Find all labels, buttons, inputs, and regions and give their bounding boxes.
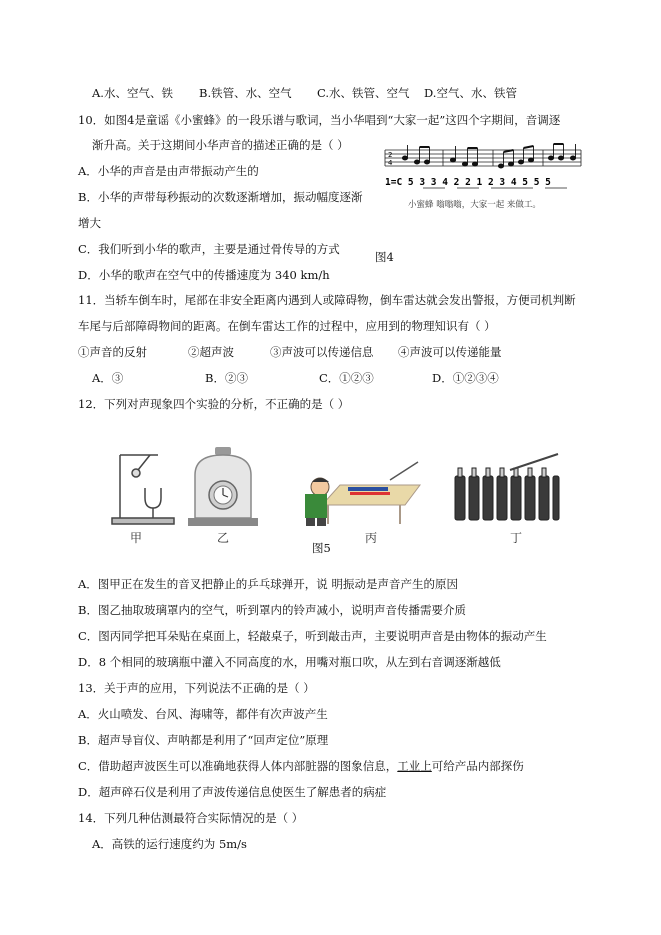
q13-option-c-pre: C．借助超声波医生可以准确地获得人体内部脏器的图象信息， xyxy=(78,759,398,773)
q14-option-a: A．高铁的运行速度约为 5m/s xyxy=(92,837,247,851)
q10-option-c: C．我们听到小华的歌声，主要是通过骨传导的方式 xyxy=(78,242,340,256)
label-yi: 乙 xyxy=(217,531,230,545)
q10-option-a: A．小华的声音是由声带振动产生的 xyxy=(78,164,259,178)
figure-5-caption: 图5 xyxy=(312,541,331,555)
q14-stem: 14．下列几种估测最符合实际情况的是（ ） xyxy=(78,811,304,825)
q13-stem: 13．关于声的应用，下列说法不正确的是（ ） xyxy=(78,681,315,695)
q12-option-c: C．图丙同学把耳朵贴在桌面上，轻敲桌子，听到敲击声，主要说明声音是由物体的振动产生 xyxy=(78,629,547,643)
q13-option-c xyxy=(78,759,524,773)
q11-item-3: ③声波可以传递信息 xyxy=(270,345,374,359)
yi-bell-jar xyxy=(188,447,258,526)
q10-stem-line2: 渐升高。关于这期间小华声音的描述正确的是（ ） xyxy=(92,138,349,152)
q9-option-d: D.空气、水、铁管 xyxy=(424,86,517,100)
q11-option-c: C．①②③ xyxy=(319,371,374,385)
bing-student-at-desk xyxy=(305,462,420,526)
figure-4-score xyxy=(383,143,583,218)
label-jia: 甲 xyxy=(130,531,143,545)
q11-item-1: ①声音的反射 xyxy=(78,345,147,359)
q11-option-d: D．①②③④ xyxy=(432,371,499,385)
q11-option-a: A．③ xyxy=(92,371,124,385)
q13-option-d: D．超声碎石仪是利用了声波传递信息使医生了解患者的病症 xyxy=(78,785,387,799)
q13-option-a: A．火山喷发、台风、海啸等，都伴有次声波产生 xyxy=(78,707,328,721)
q9-option-c: C.水、铁管、空气 xyxy=(317,86,410,100)
q11-item-4: ④声波可以传递能量 xyxy=(398,345,502,359)
notes xyxy=(402,144,575,168)
lyrics: 小蜜蜂 嗡嗡嗡，大家一起 来做工。 xyxy=(408,200,541,210)
score-svg xyxy=(383,143,583,218)
label-ding: 丁 xyxy=(510,531,523,545)
q11-items xyxy=(78,345,502,359)
q11-options xyxy=(92,371,499,385)
q11-option-b: B．②③ xyxy=(205,371,248,385)
q12-option-a: A．图甲正在发生的音叉把静止的乒乓球弹开，说 明振动是声音产生的原因 xyxy=(78,577,458,591)
time-sig-bottom: 4 xyxy=(388,159,393,167)
time-sig-top: 2 xyxy=(388,151,393,159)
figure-5 xyxy=(100,440,560,550)
figure-5-svg xyxy=(100,440,560,550)
q9-options xyxy=(92,86,517,100)
q11-item-2: ②超声波 xyxy=(188,345,234,359)
jia-tuning-fork-apparatus xyxy=(112,455,174,524)
q9-option-a: A.水、空气、铁 xyxy=(92,86,173,100)
q11-stem-line2: 车尾与后部障碍物间的距离。在倒车雷达工作的过程中，应用到的物理知识有（ ） xyxy=(78,319,496,333)
q10-option-b-line2: 增大 xyxy=(78,216,101,230)
q11-stem-line1: 11．当轿车倒车时，尾部在非安全距离内遇到人或障碍物，倒车雷达就会发出警报，方便司机判断 xyxy=(78,293,576,307)
q13-option-b: B．超声导盲仪、声呐都是利用了“回声定位”原理 xyxy=(78,733,329,747)
q10-stem-line1: 10．如图4是童谣《小蜜蜂》的一段乐谱与歌词，当小华唱到“大家一起”这四个字期间，音调逐 xyxy=(78,113,561,127)
q10-option-b-line1: B．小华的声带每秒振动的次数逐渐增加，振动幅度逐渐 xyxy=(78,190,363,204)
label-bing: 丙 xyxy=(365,531,378,545)
q13-option-c-underlined: 工业上 xyxy=(397,759,432,773)
q12-option-d: D．8 个相同的玻璃瓶中灌入不同高度的水，用嘴对瓶口吹，从左到右音调逐渐越低 xyxy=(78,655,501,669)
numbered-notation: 1=C 5 3 3 4 2 2 1 2 3 4 5 5 5 xyxy=(385,177,551,188)
ding-bottles xyxy=(455,454,559,520)
q9-option-b: B.铁管、水、空气 xyxy=(199,86,292,100)
q12-option-b: B．图乙抽取玻璃罩内的空气，听到罩内的铃声减小，说明声音传播需要介质 xyxy=(78,603,466,617)
q10-option-d: D．小华的歌声在空气中的传播速度为 340 km/h xyxy=(78,268,330,282)
q12-stem: 12．下列对声现象四个实验的分析，不正确的是（ ） xyxy=(78,397,350,411)
figure-4-caption: 图4 xyxy=(375,250,394,264)
q13-option-c-post: 可给产品内部探伤 xyxy=(431,759,524,773)
